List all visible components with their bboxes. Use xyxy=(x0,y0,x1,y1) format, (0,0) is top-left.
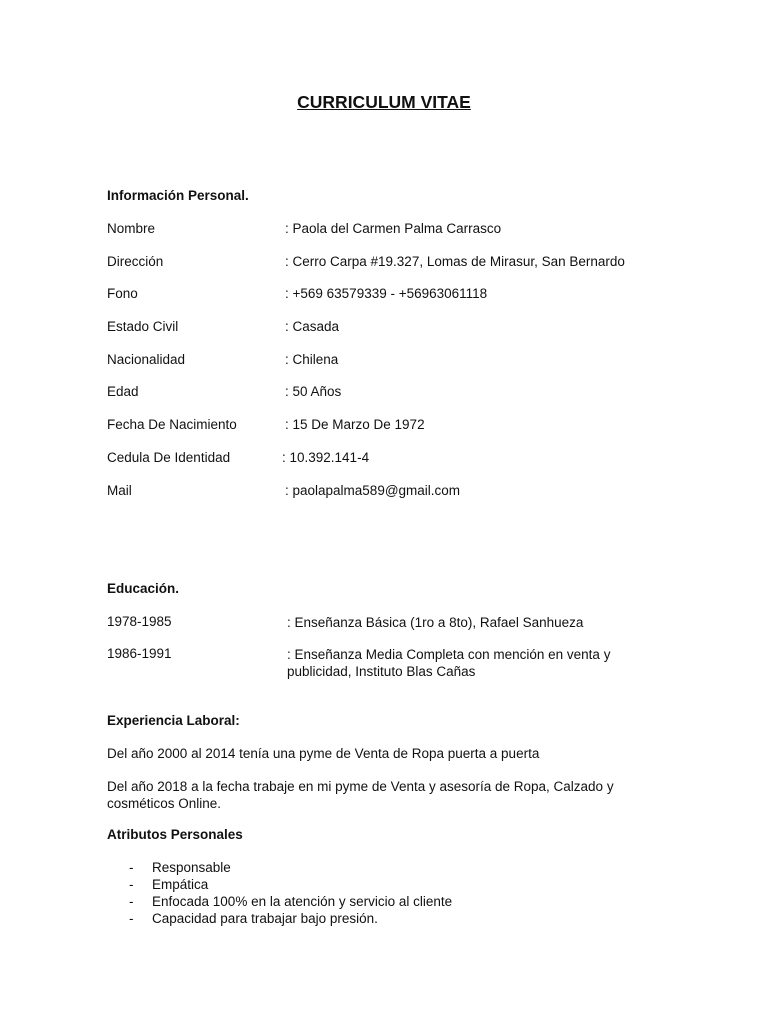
education-row xyxy=(107,614,707,632)
education-years: 1986-1991 xyxy=(107,646,172,661)
info-row-age xyxy=(107,384,707,402)
info-label: Edad xyxy=(107,384,139,399)
info-row-name xyxy=(107,221,707,239)
info-row-phone xyxy=(107,286,707,304)
education-detail: : Enseñanza Media Completa con mención en venta y publicidad, Instituto Blas Cañas xyxy=(287,647,611,679)
experience-paragraph: Del año 2018 a la fecha trabaje en mi pyme de Venta y asesoría de Ropa, Calzado y cosméticos Online. xyxy=(107,779,614,811)
attribute-text: Empática xyxy=(152,877,209,892)
info-label: Cedula De Identidad xyxy=(107,450,231,465)
bullet-dash: - xyxy=(129,877,134,892)
info-value: : 50 Años xyxy=(285,384,342,399)
education-detail: : Enseñanza Básica (1ro a 8to), Rafael Sanhueza xyxy=(287,615,584,630)
bullet-dash: - xyxy=(129,894,134,909)
bullet-dash: - xyxy=(129,911,134,926)
info-row-mail xyxy=(107,483,707,501)
info-label: Fecha De Nacimiento xyxy=(107,417,237,432)
attribute-text: Responsable xyxy=(152,860,231,875)
document-title: CURRICULUM VITAE xyxy=(297,92,471,112)
info-row-birthdate xyxy=(107,417,707,435)
education-heading: Educación. xyxy=(107,581,180,596)
info-row-civil-status xyxy=(107,319,707,337)
info-label: Nombre xyxy=(107,221,156,236)
info-value: : Chilena xyxy=(285,352,339,367)
attribute-text: Enfocada 100% en la atención y servicio al cliente xyxy=(152,894,453,909)
info-label: Estado Civil xyxy=(107,319,179,334)
info-value: : paolapalma589@gmail.com xyxy=(285,483,461,498)
attributes-heading: Atributos Personales xyxy=(107,827,243,842)
bullet-dash: - xyxy=(129,860,134,875)
info-value: : Paola del Carmen Palma Carrasco xyxy=(285,221,502,236)
info-value: : +569 63579339 - +56963061118 xyxy=(285,286,488,301)
info-label: Nacionalidad xyxy=(107,352,186,367)
info-label: Fono xyxy=(107,286,138,301)
personal-info-heading: Información Personal. xyxy=(107,188,249,203)
attribute-text: Capacidad para trabajar bajo presión. xyxy=(152,911,378,926)
experience-heading: Experiencia Laboral: xyxy=(107,713,240,728)
info-value: : 10.392.141-4 xyxy=(282,450,370,465)
info-row-address xyxy=(107,254,707,272)
info-row-id xyxy=(107,450,707,468)
info-value: : Cerro Carpa #19.327, Lomas de Mirasur, San Bernardo xyxy=(285,254,625,269)
info-label: Mail xyxy=(107,483,132,498)
education-row xyxy=(107,646,707,682)
info-label: Dirección xyxy=(107,254,164,269)
experience-paragraph: Del año 2000 al 2014 tenía una pyme de Venta de Ropa puerta a puerta xyxy=(107,746,540,761)
education-years: 1978-1985 xyxy=(107,614,172,629)
info-row-nationality xyxy=(107,352,707,370)
info-value: : 15 De Marzo De 1972 xyxy=(285,417,425,432)
info-value: : Casada xyxy=(285,319,340,334)
